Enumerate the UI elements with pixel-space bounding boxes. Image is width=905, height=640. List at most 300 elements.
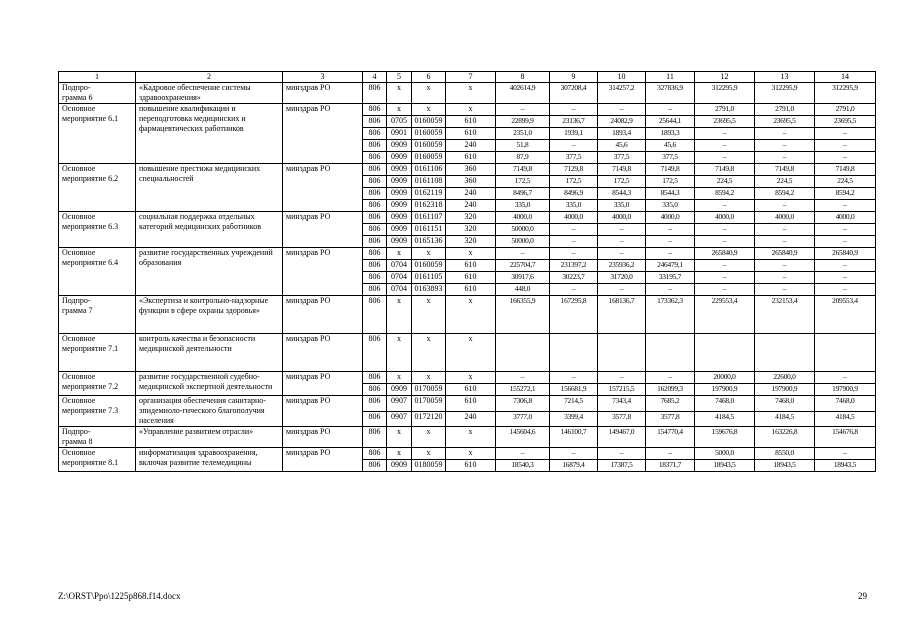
- amount-cell: –: [695, 272, 755, 284]
- amount-cell: –: [598, 224, 646, 236]
- amount-cell: 8550,0: [755, 448, 815, 460]
- code-cell: 610: [446, 396, 496, 412]
- code-cell: 0172120: [412, 411, 446, 427]
- amount-cell: 7468,0: [815, 396, 876, 412]
- code-cell: 806: [363, 140, 387, 152]
- code-cell: 0909: [387, 384, 412, 396]
- code-cell: х: [412, 248, 446, 260]
- amount-cell: 7149,8: [755, 164, 815, 176]
- code-cell: 0901: [387, 128, 412, 140]
- program-description-cell: социальная поддержка отдельных категорий медицинских работников: [136, 212, 283, 248]
- code-cell: 0160059: [412, 152, 446, 164]
- amount-cell: 209553,4: [815, 296, 876, 334]
- code-cell: х: [387, 427, 412, 448]
- program-description-cell: повышение квалификации и переподготовка медицинских и фармацевтических работников: [136, 104, 283, 164]
- amount-cell: 22899,9: [496, 116, 550, 128]
- program-name-cell: Основное мероприятие 7.1: [59, 334, 136, 372]
- amount-cell: –: [815, 272, 876, 284]
- code-cell: 806: [363, 236, 387, 248]
- program-name-cell: Основное мероприятие 6.4: [59, 248, 136, 296]
- code-cell: 806: [363, 448, 387, 460]
- column-number: 3: [283, 72, 363, 83]
- amount-cell: 8496,7: [496, 188, 550, 200]
- amount-cell: 314257,2: [598, 83, 646, 104]
- amount-cell: –: [755, 284, 815, 296]
- code-cell: х: [446, 83, 496, 104]
- column-number: 8: [496, 72, 550, 83]
- amount-cell: –: [815, 372, 876, 384]
- code-cell: х: [387, 296, 412, 334]
- amount-cell: –: [755, 200, 815, 212]
- code-cell: х: [412, 448, 446, 460]
- code-cell: 610: [446, 460, 496, 472]
- amount-cell: 45,6: [598, 140, 646, 152]
- code-cell: х: [412, 427, 446, 448]
- code-cell: 806: [363, 260, 387, 272]
- amount-cell: 173362,3: [646, 296, 695, 334]
- code-cell: 610: [446, 284, 496, 296]
- amount-cell: 16879,4: [550, 460, 598, 472]
- code-cell: 806: [363, 188, 387, 200]
- program-description-cell: развитие государственных учреждений образования: [136, 248, 283, 296]
- code-cell: 806: [363, 224, 387, 236]
- code-cell: 0160059: [412, 260, 446, 272]
- code-cell: 806: [363, 152, 387, 164]
- amount-cell: –: [815, 448, 876, 460]
- table-row: [59, 296, 876, 334]
- code-cell: 0909: [387, 224, 412, 236]
- amount-cell: 145604,6: [496, 427, 550, 448]
- amount-cell: 4000,0: [755, 212, 815, 224]
- code-cell: 806: [363, 104, 387, 116]
- amount-cell: –: [646, 248, 695, 260]
- code-cell: 806: [363, 460, 387, 472]
- amount-cell: 157215,5: [598, 384, 646, 396]
- amount-cell: –: [695, 152, 755, 164]
- amount-cell: 4184,5: [755, 411, 815, 427]
- code-cell: 0909: [387, 152, 412, 164]
- amount-cell: –: [695, 128, 755, 140]
- code-cell: 0161106: [412, 164, 446, 176]
- code-cell: 806: [363, 296, 387, 334]
- amount-cell: 156681,9: [550, 384, 598, 396]
- code-cell: 806: [363, 83, 387, 104]
- amount-cell: 4184,5: [815, 411, 876, 427]
- amount-cell: 8544,3: [598, 188, 646, 200]
- column-number: 4: [363, 72, 387, 83]
- amount-cell: 172,5: [550, 176, 598, 188]
- code-cell: 0180059: [412, 460, 446, 472]
- table-row: [59, 372, 876, 384]
- amount-cell: –: [815, 260, 876, 272]
- amount-cell: –: [598, 104, 646, 116]
- code-cell: 806: [363, 116, 387, 128]
- code-cell: 0705: [387, 116, 412, 128]
- executor-cell: минздрав РО: [283, 427, 363, 448]
- code-cell: х: [412, 334, 446, 372]
- code-cell: 0165136: [412, 236, 446, 248]
- amount-cell: 265840,9: [815, 248, 876, 260]
- program-name-cell: Основное мероприятие 8.1: [59, 448, 136, 472]
- amount-cell: 172,5: [496, 176, 550, 188]
- amount-cell: –: [815, 224, 876, 236]
- code-cell: 240: [446, 188, 496, 200]
- amount-cell: 312295,9: [695, 83, 755, 104]
- code-cell: 320: [446, 236, 496, 248]
- code-cell: 0170059: [412, 384, 446, 396]
- amount-cell: 231397,2: [550, 260, 598, 272]
- column-number: 14: [815, 72, 876, 83]
- table-row: [59, 448, 876, 460]
- program-name-cell: Основное мероприятие 6.2: [59, 164, 136, 212]
- amount-cell: 7468,0: [755, 396, 815, 412]
- amount-cell: –: [755, 140, 815, 152]
- code-cell: 240: [446, 140, 496, 152]
- code-cell: х: [446, 104, 496, 116]
- program-name-cell: Подпро- грамма 8: [59, 427, 136, 448]
- code-cell: 0909: [387, 212, 412, 224]
- amount-cell: 8544,3: [646, 188, 695, 200]
- amount-cell: –: [815, 200, 876, 212]
- amount-cell: 224,5: [815, 176, 876, 188]
- amount-cell: 402614,9: [496, 83, 550, 104]
- code-cell: х: [412, 104, 446, 116]
- amount-cell: 24082,9: [598, 116, 646, 128]
- code-cell: 610: [446, 260, 496, 272]
- column-number: 2: [136, 72, 283, 83]
- amount-cell: 163226,8: [755, 427, 815, 448]
- amount-cell: 2791,0: [695, 104, 755, 116]
- program-description-cell: развитие государственной судебно-медицинской экспертной деятельности: [136, 372, 283, 396]
- amount-cell: –: [496, 248, 550, 260]
- code-cell: х: [446, 334, 496, 372]
- code-cell: 0909: [387, 140, 412, 152]
- code-cell: 240: [446, 200, 496, 212]
- amount-cell: [496, 334, 550, 372]
- column-number: 7: [446, 72, 496, 83]
- program-name-cell: Основное мероприятие 6.3: [59, 212, 136, 248]
- amount-cell: 307208,4: [550, 83, 598, 104]
- code-cell: 806: [363, 128, 387, 140]
- code-cell: х: [387, 448, 412, 460]
- table-row: [59, 427, 876, 448]
- amount-cell: –: [695, 224, 755, 236]
- code-cell: 360: [446, 164, 496, 176]
- code-cell: х: [446, 248, 496, 260]
- amount-cell: 168136,7: [598, 296, 646, 334]
- program-name-cell: Подпро- грамма 7: [59, 296, 136, 334]
- amount-cell: –: [550, 248, 598, 260]
- code-cell: 806: [363, 411, 387, 427]
- amount-cell: –: [598, 236, 646, 248]
- amount-cell: [695, 334, 755, 372]
- code-cell: 0161108: [412, 176, 446, 188]
- amount-cell: 51,8: [496, 140, 550, 152]
- amount-cell: 154676,8: [815, 427, 876, 448]
- amount-cell: –: [646, 224, 695, 236]
- code-cell: х: [387, 83, 412, 104]
- amount-cell: 146100,7: [550, 427, 598, 448]
- program-description-cell: «Экспертиза и контрольно-надзорные функции в сфере охраны здоровья»: [136, 296, 283, 334]
- amount-cell: 377,5: [550, 152, 598, 164]
- code-cell: х: [446, 296, 496, 334]
- program-description-cell: контроль качества и безопасности медицинской деятельности: [136, 334, 283, 372]
- executor-cell: минздрав РО: [283, 448, 363, 472]
- footer-page-number: 29: [858, 591, 867, 601]
- program-description-cell: «Кадровое обеспечение системы здравоохранения»: [136, 83, 283, 104]
- code-cell: 610: [446, 272, 496, 284]
- amount-cell: 2791,0: [815, 104, 876, 116]
- amount-cell: 2351,0: [496, 128, 550, 140]
- amount-cell: 23136,7: [550, 116, 598, 128]
- amount-cell: 197900,9: [695, 384, 755, 396]
- program-description-cell: организация обеспечения санитарно-эпидемиоло-гического благополучия населения: [136, 396, 283, 427]
- amount-cell: 4000,0: [646, 212, 695, 224]
- amount-cell: 8594,2: [755, 188, 815, 200]
- amount-cell: 7129,8: [550, 164, 598, 176]
- amount-cell: 3399,4: [550, 411, 598, 427]
- amount-cell: –: [815, 152, 876, 164]
- amount-cell: –: [695, 236, 755, 248]
- amount-cell: 246479,1: [646, 260, 695, 272]
- amount-cell: 4000,0: [815, 212, 876, 224]
- amount-cell: –: [815, 128, 876, 140]
- code-cell: 360: [446, 176, 496, 188]
- amount-cell: –: [550, 104, 598, 116]
- column-number-row: [59, 72, 876, 83]
- code-cell: 0160059: [412, 116, 446, 128]
- amount-cell: –: [646, 104, 695, 116]
- amount-cell: 30917,6: [496, 272, 550, 284]
- code-cell: 0704: [387, 260, 412, 272]
- amount-cell: 20000,0: [695, 372, 755, 384]
- code-cell: х: [387, 248, 412, 260]
- amount-cell: 225704,7: [496, 260, 550, 272]
- amount-cell: 162099,3: [646, 384, 695, 396]
- amount-cell: –: [598, 248, 646, 260]
- amount-cell: 18943,5: [815, 460, 876, 472]
- code-cell: 806: [363, 248, 387, 260]
- column-number: 6: [412, 72, 446, 83]
- amount-cell: 155272,1: [496, 384, 550, 396]
- amount-cell: –: [755, 224, 815, 236]
- amount-cell: 335,0: [598, 200, 646, 212]
- executor-cell: минздрав РО: [283, 164, 363, 212]
- amount-cell: –: [695, 260, 755, 272]
- code-cell: 806: [363, 176, 387, 188]
- amount-cell: 327836,9: [646, 83, 695, 104]
- amount-cell: 197900,9: [755, 384, 815, 396]
- code-cell: х: [387, 334, 412, 372]
- amount-cell: 4000,0: [695, 212, 755, 224]
- code-cell: 320: [446, 224, 496, 236]
- amount-cell: 224,5: [695, 176, 755, 188]
- program-description-cell: «Управление развитием отрасли»: [136, 427, 283, 448]
- amount-cell: –: [815, 236, 876, 248]
- amount-cell: 7149,8: [815, 164, 876, 176]
- amount-cell: 45,6: [646, 140, 695, 152]
- code-cell: 610: [446, 128, 496, 140]
- amount-cell: –: [755, 236, 815, 248]
- amount-cell: –: [598, 448, 646, 460]
- amount-cell: 22600,0: [755, 372, 815, 384]
- code-cell: 806: [363, 396, 387, 412]
- executor-cell: минздрав РО: [283, 248, 363, 296]
- amount-cell: [755, 334, 815, 372]
- code-cell: 0909: [387, 188, 412, 200]
- amount-cell: 50000,0: [496, 236, 550, 248]
- amount-cell: [646, 334, 695, 372]
- amount-cell: [815, 334, 876, 372]
- amount-cell: –: [646, 448, 695, 460]
- code-cell: 0162119: [412, 188, 446, 200]
- column-number: 1: [59, 72, 136, 83]
- column-number: 12: [695, 72, 755, 83]
- amount-cell: –: [496, 104, 550, 116]
- code-cell: 0160059: [412, 128, 446, 140]
- program-description-cell: информатизация здравоохранения, включая развитие телемедицины: [136, 448, 283, 472]
- amount-cell: 197900,9: [815, 384, 876, 396]
- amount-cell: –: [755, 272, 815, 284]
- program-name-cell: Основное мероприятие 7.3: [59, 396, 136, 427]
- amount-cell: –: [598, 372, 646, 384]
- table-row: [59, 248, 876, 260]
- amount-cell: –: [755, 260, 815, 272]
- amount-cell: 377,5: [646, 152, 695, 164]
- amount-cell: 335,0: [646, 200, 695, 212]
- code-cell: 0909: [387, 236, 412, 248]
- code-cell: х: [446, 427, 496, 448]
- amount-cell: 149467,0: [598, 427, 646, 448]
- code-cell: х: [446, 448, 496, 460]
- amount-cell: 7149,8: [598, 164, 646, 176]
- table-row: [59, 212, 876, 224]
- amount-cell: 7685,2: [646, 396, 695, 412]
- code-cell: 806: [363, 284, 387, 296]
- executor-cell: минздрав РО: [283, 296, 363, 334]
- amount-cell: 23695,5: [755, 116, 815, 128]
- code-cell: х: [412, 372, 446, 384]
- executor-cell: минздрав РО: [283, 212, 363, 248]
- amount-cell: –: [695, 140, 755, 152]
- amount-cell: [550, 334, 598, 372]
- table-row: [59, 396, 876, 412]
- amount-cell: 5000,0: [695, 448, 755, 460]
- amount-cell: –: [695, 200, 755, 212]
- code-cell: 0907: [387, 396, 412, 412]
- amount-cell: –: [550, 224, 598, 236]
- column-number: 13: [755, 72, 815, 83]
- amount-cell: 1893,4: [598, 128, 646, 140]
- amount-cell: 50000,0: [496, 224, 550, 236]
- code-cell: 0170059: [412, 396, 446, 412]
- code-cell: 0162318: [412, 200, 446, 212]
- executor-cell: минздрав РО: [283, 396, 363, 427]
- amount-cell: 224,5: [755, 176, 815, 188]
- amount-cell: 7468,0: [695, 396, 755, 412]
- budget-table: [58, 71, 876, 472]
- amount-cell: –: [550, 140, 598, 152]
- code-cell: 0704: [387, 284, 412, 296]
- program-description-cell: повышение престижа медицинских специальностей: [136, 164, 283, 212]
- amount-cell: –: [550, 448, 598, 460]
- amount-cell: 3577,8: [598, 411, 646, 427]
- amount-cell: 172,5: [598, 176, 646, 188]
- amount-cell: 159676,8: [695, 427, 755, 448]
- table-row: [59, 164, 876, 176]
- amount-cell: 154770,4: [646, 427, 695, 448]
- amount-cell: 8594,2: [815, 188, 876, 200]
- amount-cell: 166355,9: [496, 296, 550, 334]
- code-cell: 806: [363, 384, 387, 396]
- amount-cell: 7214,5: [550, 396, 598, 412]
- amount-cell: –: [598, 284, 646, 296]
- code-cell: 0909: [387, 460, 412, 472]
- amount-cell: 377,5: [598, 152, 646, 164]
- code-cell: 806: [363, 272, 387, 284]
- amount-cell: 235936,2: [598, 260, 646, 272]
- amount-cell: –: [646, 284, 695, 296]
- amount-cell: 31720,0: [598, 272, 646, 284]
- code-cell: х: [387, 372, 412, 384]
- amount-cell: 33195,7: [646, 272, 695, 284]
- executor-cell: минздрав РО: [283, 372, 363, 396]
- amount-cell: 229553,4: [695, 296, 755, 334]
- program-name-cell: Подпро- грамма 6: [59, 83, 136, 104]
- amount-cell: –: [646, 236, 695, 248]
- code-cell: 0909: [387, 200, 412, 212]
- amount-cell: 3577,8: [646, 411, 695, 427]
- executor-cell: минздрав РО: [283, 104, 363, 164]
- amount-cell: 312295,9: [815, 83, 876, 104]
- code-cell: 610: [446, 152, 496, 164]
- code-cell: 806: [363, 334, 387, 372]
- amount-cell: 448,0: [496, 284, 550, 296]
- amount-cell: 17387,5: [598, 460, 646, 472]
- amount-cell: 265840,9: [695, 248, 755, 260]
- amount-cell: 30223,7: [550, 272, 598, 284]
- amount-cell: 1893,3: [646, 128, 695, 140]
- footer-file-path: Z:\ORST\Ppo\1225p868.f14.docx: [58, 591, 181, 601]
- amount-cell: –: [496, 372, 550, 384]
- code-cell: 0704: [387, 272, 412, 284]
- column-number: 5: [387, 72, 412, 83]
- code-cell: 240: [446, 411, 496, 427]
- amount-cell: 2791,0: [755, 104, 815, 116]
- amount-cell: 87,9: [496, 152, 550, 164]
- code-cell: х: [387, 104, 412, 116]
- code-cell: 806: [363, 427, 387, 448]
- code-cell: 0161105: [412, 272, 446, 284]
- code-cell: 0161151: [412, 224, 446, 236]
- amount-cell: 265840,9: [755, 248, 815, 260]
- amount-cell: 25644,1: [646, 116, 695, 128]
- amount-cell: 23695,5: [695, 116, 755, 128]
- code-cell: 806: [363, 372, 387, 384]
- code-cell: х: [446, 372, 496, 384]
- code-cell: 610: [446, 384, 496, 396]
- code-cell: 0907: [387, 411, 412, 427]
- code-cell: 0909: [387, 176, 412, 188]
- amount-cell: –: [815, 140, 876, 152]
- table-row: [59, 104, 876, 116]
- amount-cell: –: [755, 128, 815, 140]
- amount-cell: [598, 334, 646, 372]
- code-cell: 806: [363, 200, 387, 212]
- amount-cell: –: [550, 236, 598, 248]
- amount-cell: 7343,4: [598, 396, 646, 412]
- amount-cell: 4000,0: [496, 212, 550, 224]
